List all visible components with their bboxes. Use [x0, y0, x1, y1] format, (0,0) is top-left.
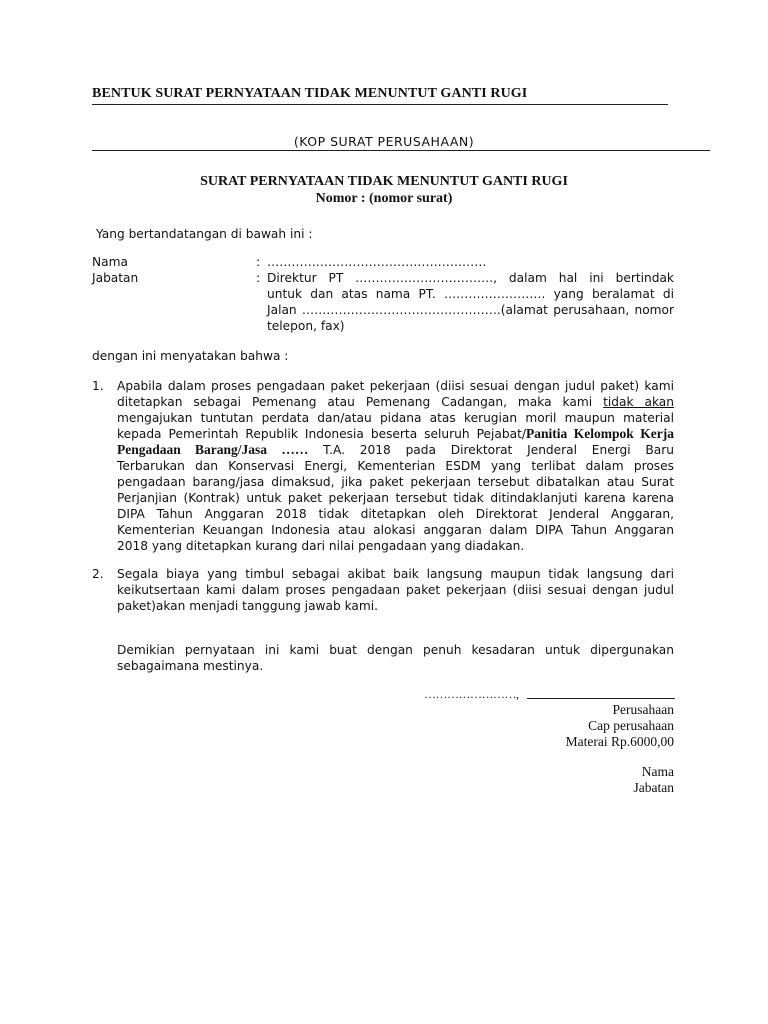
signature-stamp: Cap perusahaan — [588, 718, 674, 733]
underlined-phrase: tidak akan — [603, 395, 674, 409]
item-1-line: ditetapkan sebagai Pemenang atau Pemenang Cadangan, maka kami tidak akan — [117, 395, 674, 409]
letterhead-rule — [92, 150, 710, 151]
form-title: BENTUK SURAT PERNYATAAN TIDAK MENUNTUT GANTI RUGI — [92, 86, 528, 101]
item-1-line: Apabila dalam proses pengadaan paket pekerjaan (diisi sesuai dengan judul paket) kami — [117, 379, 674, 393]
item-2-line: paket)akan menjadi tanggung jawab kami. — [117, 599, 379, 613]
signature-company: Perusahaan — [612, 702, 674, 717]
closing-line: Demikian pernyataan ini kami buat dengan penuh kesadaran untuk dipergunakan — [117, 643, 674, 657]
document-title: SURAT PERNYATAAN TIDAK MENUNTUT GANTI RUGI — [200, 174, 568, 189]
field-value-jabatan-line: Jalan ………………………………………….(alamat perusahaan, nomor — [267, 303, 674, 317]
item-number: 1. — [92, 379, 104, 393]
field-value-jabatan-line: telepon, fax) — [267, 319, 345, 333]
letterhead-placeholder: (KOP SURAT PERUSAHAAN) — [293, 134, 475, 149]
item-1-line: pengadaan barang/jasa dimaksud, jika paket pekerjaan tersebut dibatalkan atau Surat — [117, 475, 674, 489]
field-label-nama: Nama — [92, 255, 128, 269]
item-1-line: 2018 yang ditetapkan kurang dari nilai pengadaan yang diadakan. — [117, 539, 525, 553]
item-1-line: Pengadaan Barang/Jasa …… T.A. 2018 pada Direktorat Jenderal Energi Baru — [117, 442, 674, 457]
statement-intro: dengan ini menyatakan bahwa : — [92, 349, 289, 363]
document-number: Nomor : (nomor surat) — [315, 191, 453, 206]
signature-position: Jabatan — [633, 780, 674, 795]
item-1-line: mengajukan tuntutan perdata dan/atau pidana atas kerugian moril maupun material — [117, 411, 674, 425]
intro-text: Yang bertandatangan di bawah ini : — [96, 227, 313, 241]
field-value-jabatan-line: untuk dan atas nama PT. ……………………. yang beralamat di — [267, 287, 674, 301]
place-date: ……………………, — [424, 687, 519, 701]
field-label-jabatan: Jabatan — [92, 271, 139, 285]
form-title-underline — [92, 104, 668, 105]
item-1-line: Terbarukan dan Konservasi Energi, Kementerian ESDM yang terlibat dalam proses — [117, 459, 674, 473]
closing-line: sebagaimana mestinya. — [117, 659, 264, 673]
field-value-jabatan-line: Direktur PT ……………………………., dalam hal ini bertindak — [267, 271, 674, 285]
bold-phrase: Pengadaan Barang/Jasa …… — [117, 442, 309, 457]
item-number: 2. — [92, 567, 104, 581]
field-value-nama: ……………………………………………… — [267, 255, 487, 269]
signature-date-line — [527, 698, 675, 699]
signature-materai: Materai Rp.6000,00 — [565, 734, 674, 749]
item-2-line: keikutsertaan kami dalam proses pengadaan paket pekerjaan (diisi sesuai dengan judul — [117, 583, 674, 597]
field-colon-jabatan: : — [256, 271, 261, 285]
signature-name: Nama — [641, 764, 674, 779]
item-1-line: Kementerian Keuangan Indonesia atau alokasi anggaran dalam DIPA Tahun Anggaran — [117, 523, 674, 537]
field-colon-nama: : — [256, 255, 261, 269]
bold-phrase: Panitia Kelompok Kerja — [525, 426, 674, 441]
item-1-line: DIPA Tahun Anggaran 2018 tidak ditetapkan oleh Direktorat Jenderal Anggaran, — [117, 507, 674, 521]
item-1-line: kepada Pemerintah Republik Indonesia beserta seluruh Pejabat/Panitia Kelompok Kerja — [117, 426, 674, 441]
item-2-line: Segala biaya yang timbul sebagai akibat baik langsung maupun tidak langsung dari — [117, 567, 674, 581]
item-1-line: Perjanjian (Kontrak) untuk paket pekerjaan tersebut tidak ditindaklanjuti karena karena — [117, 491, 674, 505]
